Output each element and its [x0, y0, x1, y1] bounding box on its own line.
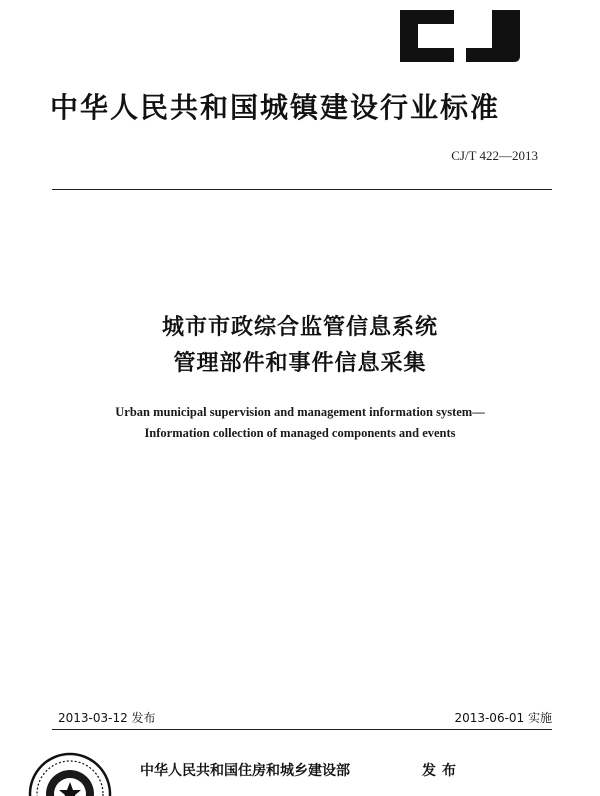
english-title-line-1: Urban municipal supervision and management information system—	[115, 405, 485, 419]
issuer-name: 中华人民共和国住房和城乡建设部	[140, 763, 350, 779]
top-divider	[52, 189, 552, 190]
chinese-title	[0, 310, 600, 382]
ministry-seal-icon	[28, 752, 112, 796]
chinese-title-line-1: 城市市政综合监管信息系统	[161, 315, 438, 340]
issue-date: 2013-03-12 发布	[58, 711, 156, 725]
chinese-title-line-2: 管理部件和事件信息采集	[173, 351, 427, 376]
english-title-line-2: Information collection of managed components and events	[144, 426, 456, 440]
implementation-date: 2013-06-01 实施	[454, 711, 552, 725]
bottom-divider	[52, 729, 552, 730]
issuer-action: 发布	[422, 763, 462, 779]
cj-logo-icon	[396, 6, 524, 66]
org-title: 中华人民共和国城镇建设行业标准	[50, 91, 501, 124]
english-title	[0, 402, 600, 444]
standard-code: CJ/T 422—2013	[451, 148, 538, 163]
